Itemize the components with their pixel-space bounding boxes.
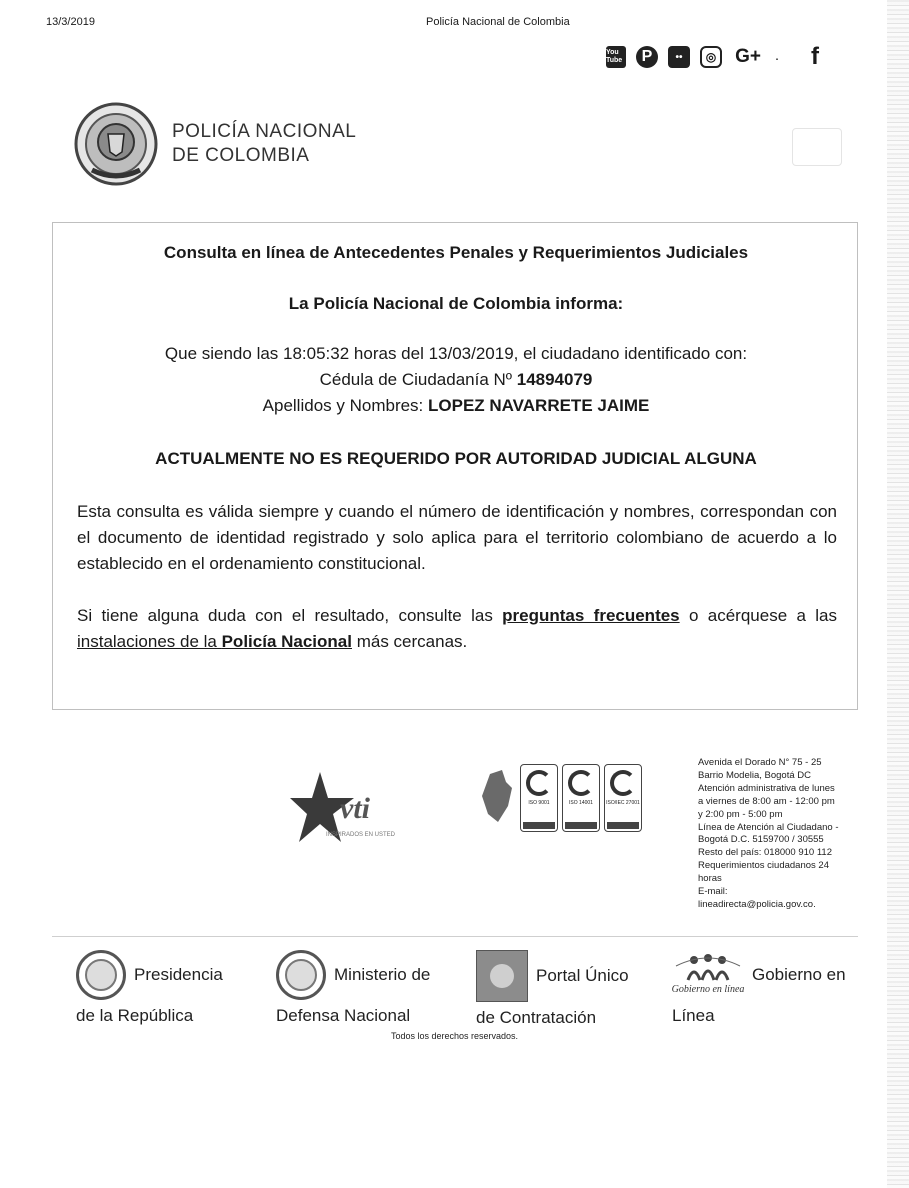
facebook-icon[interactable]: f (811, 43, 819, 70)
social-links (606, 43, 826, 70)
validity-paragraph: Esta consulta es válida siempre y cuando el número de identificación y nombres, correspondan con el documento de identidad registrado y solo aplica para el territorio colombiano de acuerdo a lo establecido en el ordenamiento constitucional. (77, 502, 837, 573)
police-seal-icon (72, 100, 160, 188)
name-value: LOPEZ NAVARRETE JAIME (428, 396, 650, 415)
instagram-icon[interactable]: ◎ (700, 46, 722, 68)
gobierno-label-2: Línea (672, 1006, 715, 1025)
vti-tagline: INSPIRADOS EN USTED (326, 832, 396, 838)
status-text: ACTUALMENTE NO ES REQUERIDO POR AUTORIDAD JUDICIAL ALGUNA (155, 449, 757, 468)
footer-presidencia-link[interactable] (76, 950, 223, 1026)
police-logo[interactable] (72, 100, 356, 188)
contact-info (698, 757, 844, 912)
presidencia-label-2: de la República (76, 1006, 194, 1025)
gobierno-label-1: Gobierno en (752, 965, 846, 984)
ministerio-label-2: Defensa Nacional (276, 1006, 411, 1025)
contact-line: Avenida el Dorado N° 75 - 25 (698, 757, 822, 768)
print-date: 13/3/2019 (46, 16, 95, 28)
flickr-icon[interactable]: •• (668, 46, 690, 68)
presidencia-label-1: Presidencia (134, 965, 223, 984)
vti-star-icon (290, 764, 410, 854)
print-page-title: Policía Nacional de Colombia (426, 16, 570, 28)
faq-link[interactable]: preguntas frecuentes (502, 606, 680, 625)
contact-line: Línea de Atención al Ciudadano - (698, 821, 839, 833)
vti-logo (290, 764, 410, 854)
contact-line: horas (698, 873, 722, 885)
iso-badge-9001 (520, 764, 558, 832)
scan-edge-noise (887, 0, 909, 1188)
contact-line: a viernes de 8:00 am - 12:00 pm (698, 795, 835, 807)
installations-link-pre: instalaciones de la (77, 632, 222, 651)
footer-divider (52, 936, 858, 937)
iso-27001-label: ISO/IEC 27001 (606, 800, 640, 806)
iso-14001-label: ISO 14001 (569, 800, 593, 806)
presidencia-seal-icon (76, 950, 126, 1000)
separator-dot: . (775, 51, 779, 63)
doubt-text-pre: Si tiene alguna duda con el resultado, consulte las (77, 606, 503, 625)
doubt-text-mid: o acérquese a las (679, 606, 837, 625)
logo-line-2: DE COLOMBIA (172, 145, 310, 166)
ministerio-label-1: Ministerio de (334, 965, 431, 984)
iso-badge-27001 (604, 764, 642, 832)
pinterest-icon[interactable]: P (636, 46, 658, 68)
contact-line: Bogotá D.C. 5159700 / 30555 (698, 834, 824, 846)
footer-gobierno-link[interactable] (672, 950, 846, 1026)
contact-line: y 2:00 pm - 5:00 pm (698, 808, 783, 820)
doubt-text-post: más cercanas. (351, 632, 468, 651)
contact-line: E-mail: (698, 886, 728, 898)
iso-badge-14001 (562, 764, 600, 832)
logo-line-1: POLICÍA NACIONAL (172, 121, 357, 142)
result-inform: La Policía Nacional de Colombia informa: (288, 294, 624, 313)
footer-portal-link[interactable] (476, 950, 629, 1028)
result-line-1: Que siendo las 18:05:32 horas del 13/03/2019, el ciudadano identificado con: (164, 344, 748, 363)
gobierno-en-linea-icon (672, 950, 744, 1000)
blank-widget (792, 128, 842, 166)
gel-logo-text: Gobierno en línea (672, 984, 744, 995)
result-title: Consulta en línea de Antecedentes Penales y Requerimientos Judiciales (163, 243, 749, 262)
iso-9001-label: ISO 9001 (528, 800, 550, 806)
footer-ministerio-link[interactable] (276, 950, 430, 1026)
youtube-icon[interactable]: You Tube (606, 46, 626, 68)
portal-label-2: de Contratación (476, 1008, 597, 1027)
contact-line: Resto del país: 018000 910 112 (698, 847, 832, 859)
name-label: Apellidos y Nombres: (262, 396, 428, 415)
google-plus-icon[interactable]: G+ (735, 46, 761, 67)
id-line (53, 370, 859, 390)
name-line (53, 396, 859, 416)
id-label: Cédula de Ciudadanía Nº (319, 370, 517, 389)
ministerio-seal-icon (276, 950, 326, 1000)
contact-line: Barrio Modelia, Bogotá DC (698, 769, 811, 781)
installations-link[interactable] (77, 632, 352, 651)
portal-label-1: Portal Único (536, 966, 629, 985)
portal-logo-icon (476, 950, 528, 1002)
contact-line: Atención administrativa de lunes (698, 782, 835, 794)
installations-link-bold: Policía Nacional (221, 632, 352, 651)
result-panel (52, 222, 858, 710)
vti-text: vti (340, 792, 370, 825)
id-number: 14894079 (516, 370, 593, 389)
doubt-paragraph (77, 603, 837, 655)
contact-email[interactable]: lineadirecta@policia.gov.co. (698, 898, 816, 910)
colombia-map-icon (476, 766, 516, 832)
contact-line: Requerimientos ciudadanos 24 (698, 860, 829, 872)
rights-reserved: Todos los derechos reservados. (390, 1031, 519, 1041)
iso-badges (476, 764, 642, 832)
